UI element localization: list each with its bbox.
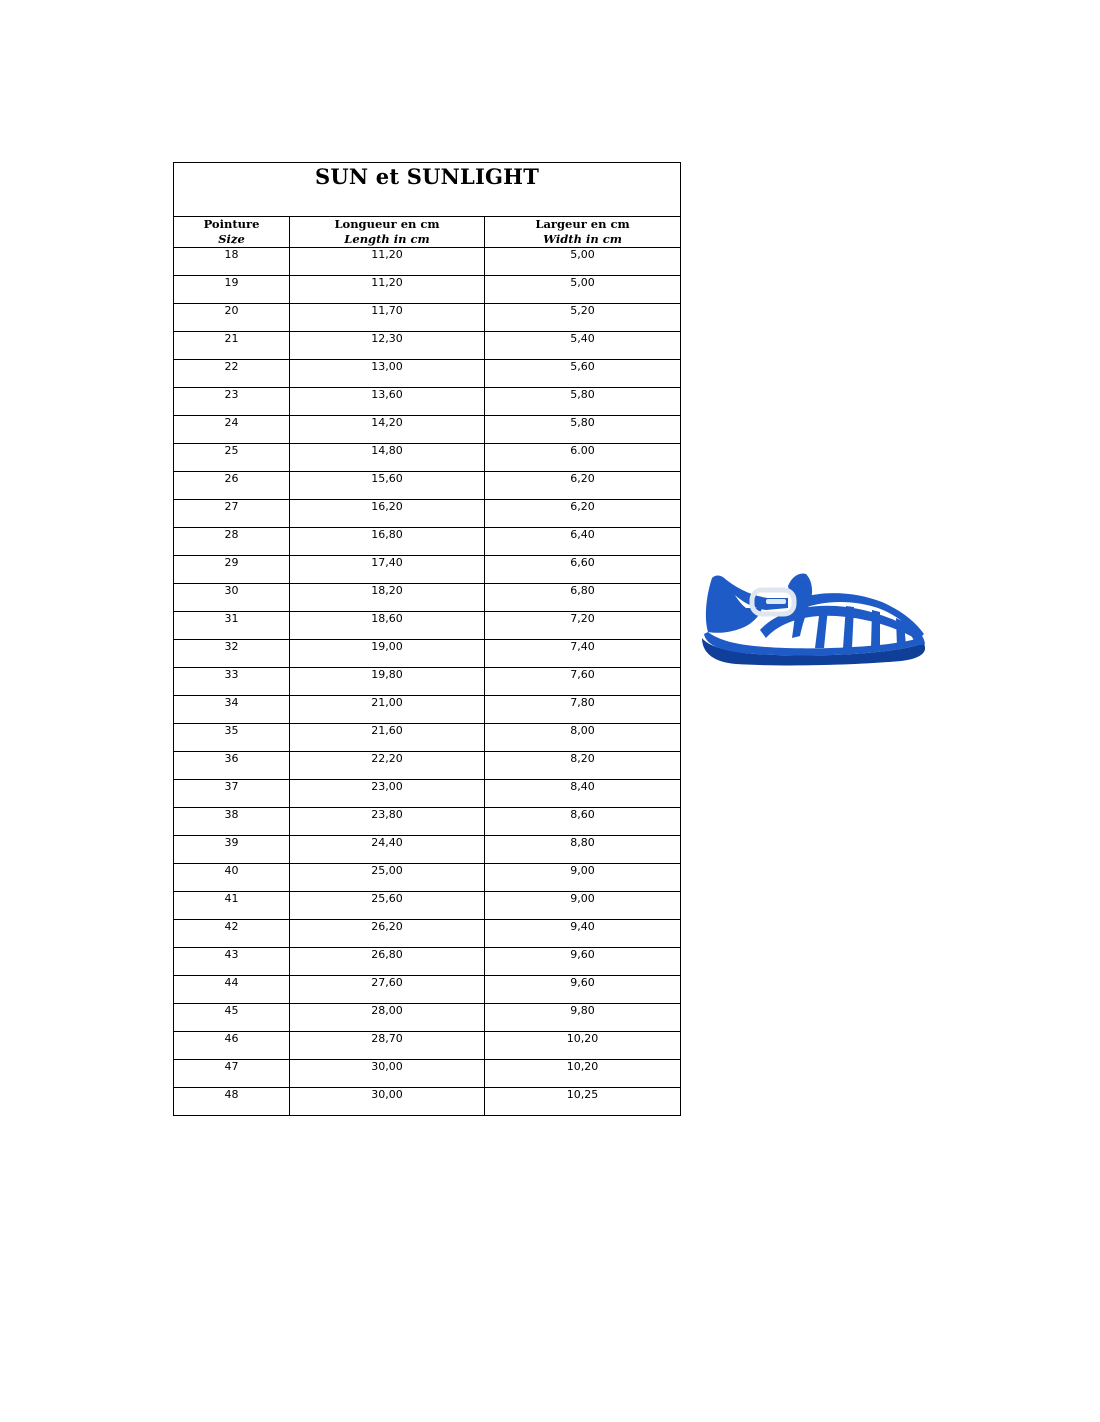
header-length-en: Length in cm bbox=[344, 232, 430, 246]
size-cell: 37 bbox=[174, 780, 290, 808]
width-cell: 10,25 bbox=[485, 1088, 681, 1116]
size-cell: 23 bbox=[174, 388, 290, 416]
width-cell: 6.00 bbox=[485, 444, 681, 472]
size-cell: 42 bbox=[174, 920, 290, 948]
width-cell: 7,20 bbox=[485, 612, 681, 640]
size-cell: 27 bbox=[174, 500, 290, 528]
size-cell: 20 bbox=[174, 304, 290, 332]
width-cell: 5,20 bbox=[485, 304, 681, 332]
sandal-buckle-prong bbox=[766, 599, 786, 604]
table-row bbox=[174, 948, 681, 976]
table-row bbox=[174, 864, 681, 892]
length-cell: 25,60 bbox=[290, 892, 485, 920]
table-row bbox=[174, 780, 681, 808]
width-cell: 10,20 bbox=[485, 1032, 681, 1060]
size-cell: 30 bbox=[174, 584, 290, 612]
length-cell: 30,00 bbox=[290, 1060, 485, 1088]
header-width-fr: Largeur en cm bbox=[535, 217, 630, 231]
header-length bbox=[290, 217, 485, 248]
header-width-en: Width in cm bbox=[543, 232, 622, 246]
table-row bbox=[174, 1032, 681, 1060]
length-cell: 19,00 bbox=[290, 640, 485, 668]
table-row bbox=[174, 808, 681, 836]
size-cell: 36 bbox=[174, 752, 290, 780]
length-cell: 24,40 bbox=[290, 836, 485, 864]
length-cell: 27,60 bbox=[290, 976, 485, 1004]
table-row bbox=[174, 752, 681, 780]
table-row bbox=[174, 1004, 681, 1032]
length-cell: 11,70 bbox=[290, 304, 485, 332]
table-row bbox=[174, 360, 681, 388]
width-cell: 7,40 bbox=[485, 640, 681, 668]
width-cell: 5,80 bbox=[485, 388, 681, 416]
size-cell: 22 bbox=[174, 360, 290, 388]
width-cell: 8,00 bbox=[485, 724, 681, 752]
size-cell: 19 bbox=[174, 276, 290, 304]
length-cell: 18,60 bbox=[290, 612, 485, 640]
length-cell: 25,00 bbox=[290, 864, 485, 892]
length-cell: 15,60 bbox=[290, 472, 485, 500]
width-cell: 7,80 bbox=[485, 696, 681, 724]
table-row bbox=[174, 724, 681, 752]
width-cell: 8,40 bbox=[485, 780, 681, 808]
length-cell: 26,80 bbox=[290, 948, 485, 976]
size-cell: 26 bbox=[174, 472, 290, 500]
length-cell: 21,60 bbox=[290, 724, 485, 752]
size-chart-table bbox=[173, 162, 681, 1116]
title-row bbox=[174, 163, 681, 217]
size-cell: 38 bbox=[174, 808, 290, 836]
table-row bbox=[174, 640, 681, 668]
width-cell: 5,80 bbox=[485, 416, 681, 444]
width-cell: 5,00 bbox=[485, 248, 681, 276]
table-row bbox=[174, 276, 681, 304]
table-row bbox=[174, 388, 681, 416]
table-row bbox=[174, 416, 681, 444]
table-row bbox=[174, 556, 681, 584]
table-row bbox=[174, 612, 681, 640]
size-cell: 18 bbox=[174, 248, 290, 276]
size-cell: 25 bbox=[174, 444, 290, 472]
size-cell: 24 bbox=[174, 416, 290, 444]
sandal-image bbox=[696, 568, 930, 676]
table-row bbox=[174, 1060, 681, 1088]
table-row bbox=[174, 668, 681, 696]
width-cell: 5,60 bbox=[485, 360, 681, 388]
length-cell: 26,20 bbox=[290, 920, 485, 948]
width-cell: 8,80 bbox=[485, 836, 681, 864]
length-cell: 22,20 bbox=[290, 752, 485, 780]
table-row bbox=[174, 444, 681, 472]
width-cell: 5,40 bbox=[485, 332, 681, 360]
size-cell: 43 bbox=[174, 948, 290, 976]
width-cell: 6,20 bbox=[485, 472, 681, 500]
size-cell: 21 bbox=[174, 332, 290, 360]
table-row bbox=[174, 528, 681, 556]
width-cell: 5,00 bbox=[485, 276, 681, 304]
table-row bbox=[174, 920, 681, 948]
width-cell: 9,40 bbox=[485, 920, 681, 948]
header-row bbox=[174, 217, 681, 248]
length-cell: 13,00 bbox=[290, 360, 485, 388]
title-cell bbox=[174, 163, 681, 217]
length-cell: 19,80 bbox=[290, 668, 485, 696]
length-cell: 17,40 bbox=[290, 556, 485, 584]
width-cell: 6,20 bbox=[485, 500, 681, 528]
length-cell: 11,20 bbox=[290, 248, 485, 276]
table-row bbox=[174, 248, 681, 276]
size-cell: 31 bbox=[174, 612, 290, 640]
size-cell: 41 bbox=[174, 892, 290, 920]
header-size-fr: Pointure bbox=[203, 217, 260, 231]
width-cell: 9,00 bbox=[485, 892, 681, 920]
table-row bbox=[174, 304, 681, 332]
sandal-sole bbox=[702, 632, 925, 665]
length-cell: 18,20 bbox=[290, 584, 485, 612]
header-length-fr: Longueur en cm bbox=[334, 217, 440, 231]
length-cell: 23,00 bbox=[290, 780, 485, 808]
length-cell: 28,00 bbox=[290, 1004, 485, 1032]
size-cell: 46 bbox=[174, 1032, 290, 1060]
length-cell: 16,80 bbox=[290, 528, 485, 556]
length-cell: 13,60 bbox=[290, 388, 485, 416]
size-chart-body bbox=[174, 163, 681, 1116]
length-cell: 14,80 bbox=[290, 444, 485, 472]
header-size bbox=[174, 217, 290, 248]
size-cell: 45 bbox=[174, 1004, 290, 1032]
header-width bbox=[485, 217, 681, 248]
width-cell: 9,60 bbox=[485, 948, 681, 976]
length-cell: 28,70 bbox=[290, 1032, 485, 1060]
size-cell: 32 bbox=[174, 640, 290, 668]
length-cell: 16,20 bbox=[290, 500, 485, 528]
table-row bbox=[174, 1088, 681, 1116]
table-row bbox=[174, 976, 681, 1004]
table-row bbox=[174, 500, 681, 528]
length-cell: 14,20 bbox=[290, 416, 485, 444]
table-row bbox=[174, 332, 681, 360]
sandal-upper bbox=[706, 574, 925, 649]
size-cell: 34 bbox=[174, 696, 290, 724]
length-cell: 21,00 bbox=[290, 696, 485, 724]
size-cell: 33 bbox=[174, 668, 290, 696]
width-cell: 9,60 bbox=[485, 976, 681, 1004]
length-cell: 23,80 bbox=[290, 808, 485, 836]
size-cell: 35 bbox=[174, 724, 290, 752]
size-cell: 29 bbox=[174, 556, 290, 584]
width-cell: 8,20 bbox=[485, 752, 681, 780]
table-row bbox=[174, 584, 681, 612]
size-cell: 44 bbox=[174, 976, 290, 1004]
size-cell: 28 bbox=[174, 528, 290, 556]
table-title: SUN et SUNLIGHT bbox=[315, 164, 540, 189]
width-cell: 6,40 bbox=[485, 528, 681, 556]
header-size-en: Size bbox=[218, 232, 245, 246]
width-cell: 6,60 bbox=[485, 556, 681, 584]
width-cell: 9,80 bbox=[485, 1004, 681, 1032]
size-cell: 47 bbox=[174, 1060, 290, 1088]
size-cell: 40 bbox=[174, 864, 290, 892]
width-cell: 8,60 bbox=[485, 808, 681, 836]
length-cell: 12,30 bbox=[290, 332, 485, 360]
width-cell: 6,80 bbox=[485, 584, 681, 612]
table-row bbox=[174, 472, 681, 500]
table-row bbox=[174, 696, 681, 724]
width-cell: 9,00 bbox=[485, 864, 681, 892]
table-row bbox=[174, 836, 681, 864]
size-cell: 48 bbox=[174, 1088, 290, 1116]
width-cell: 7,60 bbox=[485, 668, 681, 696]
sandal-cage-bar-3 bbox=[871, 610, 880, 648]
width-cell: 10,20 bbox=[485, 1060, 681, 1088]
length-cell: 11,20 bbox=[290, 276, 485, 304]
size-cell: 39 bbox=[174, 836, 290, 864]
table-row bbox=[174, 892, 681, 920]
length-cell: 30,00 bbox=[290, 1088, 485, 1116]
